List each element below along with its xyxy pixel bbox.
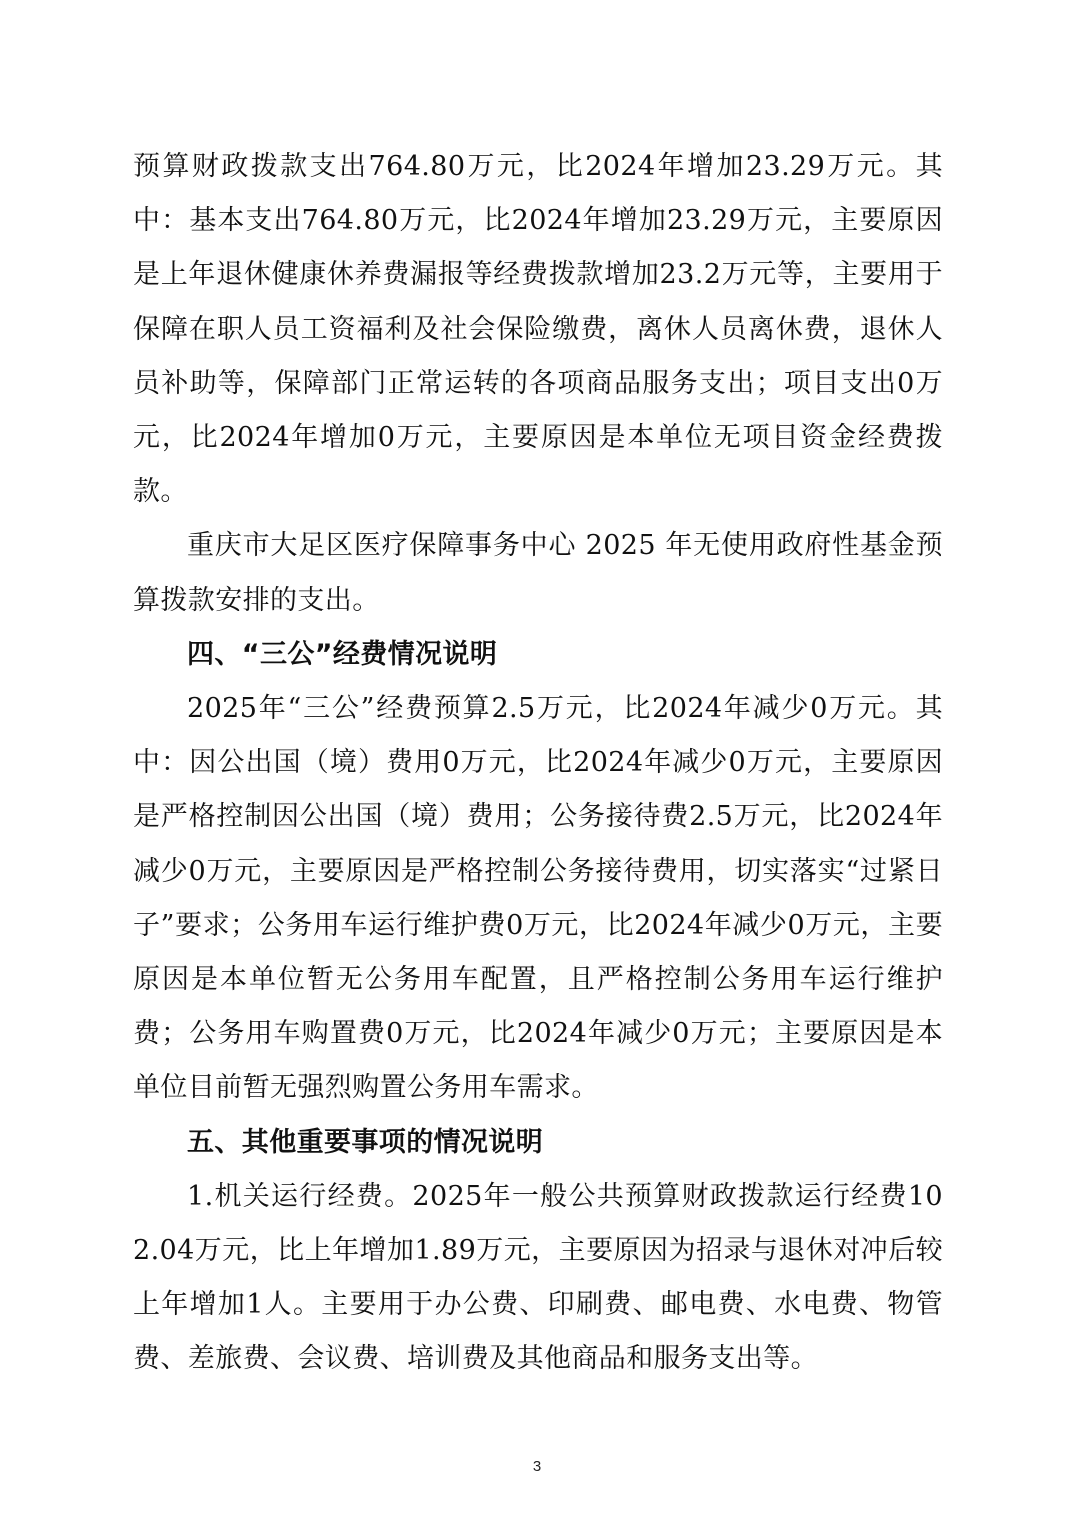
body-paragraph-three-public: 2025年“三公”经费预算2.5万元，比2024年减少0万元。其中：因公出国（境）费用0万元，比2024年减少0万元，主要原因是严格控制因公出国（境）费用；公务接待费2.5万元，比2024年减少0万元，主要原因是严格控制公务接待费用，切实落实“过紧日子”要求；公务用车运行维护费0万元，比2024年减少0万元，主要原因是本单位暂无公务用车配置，且严格控制公务用车运行维护费；公务用车购置费0万元，比2024年减少0万元；主要原因是本单位目前暂无强烈购置公务用车需求。: [133, 693, 943, 1104]
body-paragraph-government-fund: 重庆市大足区医疗保障事务中心 2025 年无使用政府性基金预算拨款安排的支出。: [133, 530, 943, 616]
body-paragraph-operating-expenses: 1.机关运行经费。2025年一般公共预算财政拨款运行经费102.04万元，比上年增加1.89万元，主要原因为招录与退休对冲后较上年增加1人。主要用于办公费、印刷费、邮电费、水电费、物管费、差旅费、会议费、培训费及其他商品和服务支出等。: [133, 1180, 943, 1375]
body-paragraph-expenditure: 预算财政拨款支出764.80万元，比2024年增加23.29万元。其中：基本支出764.80万元，比2024年增加23.29万元，主要原因是上年退休健康休养费漏报等经费拨款增加23.2万元等，主要用于保障在职人员工资福利及社会保险缴费，离休人员离休费，退休人员补助等，保障部门正常运转的各项商品服务支出；项目支出0万元，比2024年增加0万元，主要原因是本单位无项目资金经费拨款。: [133, 151, 943, 508]
page-number: 3: [532, 1458, 542, 1475]
document-page: [133, 140, 943, 1387]
section-heading-other-matters: 五、其他重要事项的情况说明: [187, 1126, 544, 1158]
section-heading-three-public: 四、“三公”经费情况说明: [187, 638, 498, 670]
